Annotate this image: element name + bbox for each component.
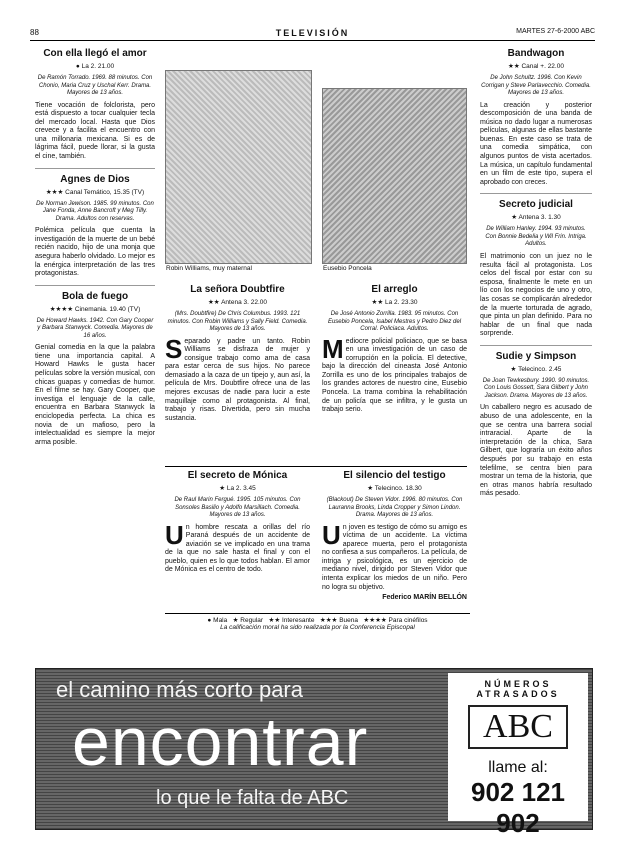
review-body: Polémica película que cuenta la investigación de la muerte de un bebé recién nacido, hijo de una monja que asegura haberlo olvidado. Lo mejor es la enérgica interpretación de las tres protagonistas. [35, 227, 155, 278]
photo-robin-williams [165, 70, 312, 264]
abc-logo: ABC [468, 705, 568, 749]
page-number: 88 [30, 28, 39, 37]
review-credit: (Mrs. Doubtfire) De Chris Columbus. 1993. 121 minutos. Con Robin Williams y Sally Field. Comedia. Mayores de 13 años. [167, 311, 308, 332]
photo-eusebio-poncela [322, 88, 467, 264]
review-title: Agnes de Dios [60, 173, 130, 185]
review-body: eparado y padre un tanto. Robin Williams se disfraza de mujer y consigue trabajo como ama de casa para estar cerca de sus hijos. No parece demasiado a la caza de un tipejo y, aun así, la película de Mrs. Doubtfire ofrece una de las mejores excusas de nadie para lucir a este maquillaje como al protagonista. Al final, trabajo y risas. Divertida, pero sin mucha sustancia. [165, 337, 310, 422]
review-credit: De José Antonio Zorrilla. 1983. 95 minutos. Con Eusebio Poncela, Isabel Mestres y Pedro Diez del Corral. Policiaca. Adultos. [327, 311, 462, 332]
review-title: Con ella llegó el amor [43, 48, 147, 59]
legend-item: ★★★ Buena [319, 617, 358, 624]
divider [480, 345, 592, 346]
review-credit: De John Schultz. 1996. Con Kevin Corrigan y Steve Parlavecchio. Comedia. Mayores de 13 años. [481, 75, 591, 96]
review-title: El arreglo [371, 284, 418, 295]
review-sudie-simpson [480, 351, 592, 499]
review-arreglo [322, 284, 467, 464]
review-bola [35, 291, 155, 448]
review-secreto-judicial [480, 199, 592, 338]
review-doubtfire [165, 284, 310, 464]
ad-call-label: llame al: [488, 759, 548, 776]
ad-tagline-top: el camino más corto para [56, 677, 303, 702]
review-rating: ★★ La 2. 23.30 [371, 299, 418, 306]
divider [165, 466, 467, 467]
review-title: La señora Doubtfire [190, 284, 285, 295]
right-column [480, 48, 592, 660]
legend-note: La calificación moral ha sido realizada por la Conferencia Episcopal [220, 624, 415, 631]
drop-cap: M [322, 333, 344, 364]
review-body: ediocre policial policiaco, que se basa en una investigación de un caso de corrupción en la policía. El detective, bajo la dirección del cineasta José Antonio Zorrilla es uno de los principales trabajos de los grandes actores de nuestro cine, Eusebio Poncela. La trama combina la rehabilitación de un policía que se infiltra, y le gusta un trabajo serio. [322, 337, 467, 414]
review-body: Un caballero negro es acusado de abuso de una adolescente, en la que se centra una barrera social intraracial. Aparte de la interpretación de la chica, Sara Gilbert, que lograría un éxito años después por su trabajo en esta telefilme, se centra bien para mostrar un tema de la historia, que en otras manos habría resultado más pesado. [480, 404, 592, 498]
review-con-ella [35, 48, 155, 162]
ad-headline: encontrar [72, 704, 369, 780]
review-title: Bandwagon [507, 48, 565, 59]
legend-item: ● Mala [207, 617, 228, 624]
review-credit: De Raul Marin Fergué. 1995. 105 minutos. Con Sonsoles Basilio y Adolfo Marsillach. Comedia. Mayores de 13 años. [174, 497, 301, 518]
review-credit: De Ramón Torrado. 1969. 88 minutos. Con Chonio, Maria Cruz y Uschal Kerr. Drama. Mayores de 13 años. [37, 75, 153, 96]
divider [35, 168, 155, 169]
review-body: n hombre rescata a orillas del río Paraná después de un accidente de aviación se ve implicado en una trama de la que no sale hasta el final y con el pueblo, quien es lo que todos hablan. El amor de Mónica es el centro de todo. [165, 523, 310, 574]
review-rating: ★★ Canal +. 22.00 [508, 63, 564, 70]
review-rating: ★ Telecinco. 18.30 [367, 485, 422, 492]
review-credit: (Blackout) De Steven Vidor. 1996. 80 minutos. Con Lauranna Brooks, Linda Cropper y Simon Lindon. Drama. Mayores de 13 años. [326, 497, 463, 518]
ad-phone-number[interactable]: 902 121 902 [471, 777, 565, 838]
photo-caption-left: Robin Williams, muy maternal [166, 265, 252, 272]
review-body: La creación y posterior descomposición de una banda de música no dado lugar a numerosas películas, algunas de ellas bastante buenas. En este caso se trata de una comedia simpática, con algunos puntos de vista acertados. La música, un capítulo fundamental en un film de este tipo, supera el aprobado con creces. [480, 101, 592, 186]
legend-item: ★★ Interesante [268, 617, 315, 624]
review-credit: De Norman Jewison. 1985. 99 minutos. Con Jane Fonda, Anne Bancroft y Meg Tilly. Drama. Adultos con reservas. [36, 200, 154, 222]
review-secreto-monica [165, 470, 310, 605]
review-body: El matrimonio con un juez no le resulta fácil al protagonista. Los celos del fiscal por estar con su esposa, finalmente le mete en un lío con los negocios de uno y otro, las cosas se complicarán alrededor de la muerte torturada de agrado, que pinta un plan definido. Para no hablar de un final que nada sorprende. [480, 252, 592, 338]
review-agnes [35, 174, 155, 279]
left-column [35, 48, 155, 658]
issue-date: MARTES 27-6-2000 ABC [516, 28, 595, 35]
review-credit: De William Hanley. 1994. 93 minutos. Con Bonnie Bedelia y Wil Frin. Intriga. Adultos. [485, 226, 587, 248]
byline: Federico MARÍN BELLÓN [382, 594, 467, 601]
section-title: TELEVISIÓN [275, 28, 350, 38]
legend-item: ★★★★ Para cinéfilos [363, 617, 428, 624]
legend-item: ★ Regular [232, 617, 264, 624]
review-rating: ★ La 2. 3.45 [219, 485, 256, 492]
divider [480, 193, 592, 194]
review-title: El silencio del testigo [343, 470, 446, 481]
review-rating: ● La 2. 21.00 [75, 63, 115, 70]
photo-caption-right: Eusebio Poncela [323, 265, 372, 272]
review-title: Sudie y Simpson [495, 350, 577, 362]
review-credit: De Howard Hawks. 1942. Con Gary Cooper y Barbara Stanwyck. Comedia. Mayores de 16 años. [36, 317, 154, 339]
review-body: n joven es testigo de cómo su amigo es víctima de un accidente. La víctima aparece muerta, pero el protagonista no confiesa a sus compañeros. La película, de intriga y psicológica, es un ejercicio de mediano nivel, dirigido por Steven Vidor que intenta explicar los miedos de un niño. Pero no logra su objetivo. [322, 523, 467, 591]
review-title: El secreto de Mónica [187, 470, 288, 481]
review-rating: ★★★★ Cinemania. 19.40 (TV) [49, 305, 141, 313]
review-body: Genial comedia en la que la palabra tiene una importancia capital. A Howard Hawks le gusta hacer películas sobre la versión musical, con chicas guapas y comedias de humor. En el filme se hay. Gary Cooper, que investiga el lenguaje de la calle, encuentra en Barbara Stanwyck la enciclopedia perfecta. La chica es novia de un mafioso, pero la intelectualidad es siempre la mejor arma posible. [35, 344, 155, 446]
divider [35, 285, 155, 286]
review-silencio-testigo [322, 470, 467, 592]
drop-cap: S [165, 333, 183, 364]
review-rating: ★ Antena 3. 1.30 [511, 214, 561, 222]
drop-cap: U [322, 519, 341, 550]
review-rating: ★★ Antena 3. 22.00 [207, 299, 267, 306]
review-body: Tiene vocación de folclorista, pero está dispuesto a tocar cualquier tecla del mercado local. Hasta que Dios crevece y a facilita el encuentro con una millonaria mexicana. Si es de lágrima fácil, puede llorar, si la gusta el cine, también. [35, 101, 155, 161]
ad-box-title: NÚMEROS ATRASADOS [476, 679, 560, 699]
review-bandwagon [480, 48, 592, 187]
abc-back-issues-ad[interactable] [35, 668, 593, 838]
review-title: Bola de fuego [61, 290, 129, 302]
page-header [30, 28, 595, 41]
ad-contact-box [448, 673, 588, 838]
review-title: Secreto judicial [499, 199, 573, 211]
review-credit: De Joan Tewkesbury. 1990. 90 minutos. Con Louis Gossett, Sara Gilbert y John Jackson. Drama. Mayores de 13 años. [482, 377, 590, 399]
review-rating: ★★★ Canal Temático, 15.35 (TV) [45, 188, 145, 196]
drop-cap: U [165, 519, 184, 550]
ad-tagline-bottom: lo que le falta de ABC [156, 787, 349, 809]
rating-legend [165, 613, 470, 631]
review-rating: ★ Telecinco. 2.45 [510, 365, 562, 373]
